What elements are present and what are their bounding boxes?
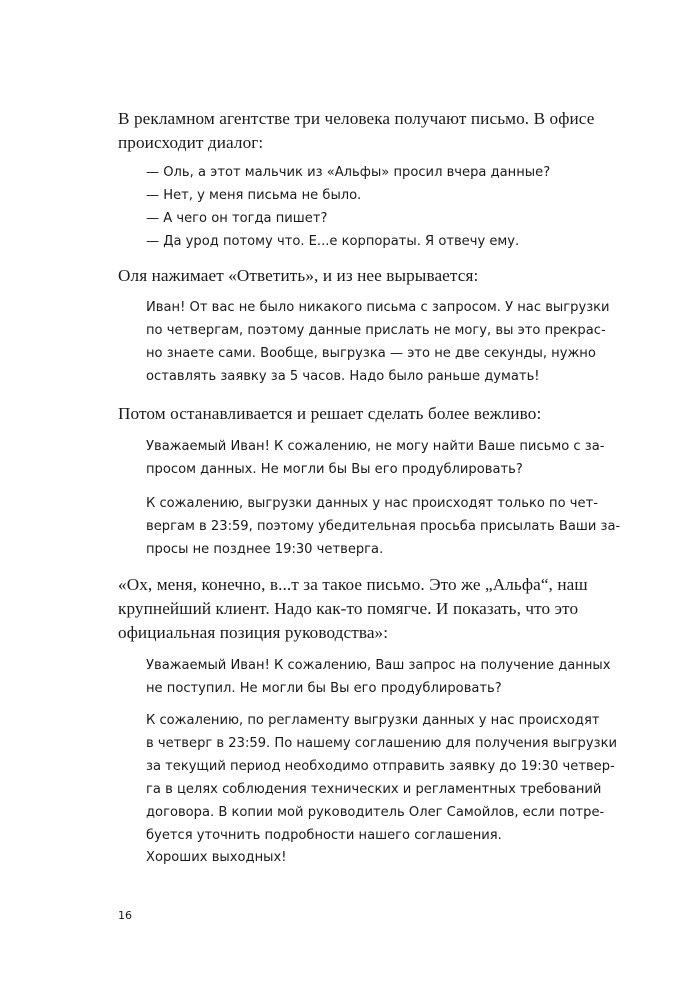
- text-line: крупнейший клиент. Надо как-то помягче. И показать, что это: [118, 599, 579, 618]
- thought-paragraph: [118, 573, 588, 645]
- text-line: «Ох, меня, конечно, в...т за такое письмо. Это же „Альфа“, наш: [118, 575, 588, 594]
- letter-line: К сожалению, по регламенту выгрузки данных у нас происходят: [146, 713, 600, 728]
- dialog-block: [146, 161, 550, 253]
- rude-letter: [146, 296, 610, 388]
- olya-reply-intro: [118, 264, 478, 288]
- letter-line: просом данных. Не могли бы Вы его продублировать?: [146, 462, 523, 477]
- letter-line: просы не позднее 19:30 четверга.: [146, 542, 384, 557]
- page-number: 16: [118, 909, 132, 922]
- text-line: В рекламном агентстве три человека получают письмо. В офисе: [118, 109, 595, 128]
- letter-line: по четвергам, поэтому данные прислать не могу, вы это прекрас-: [146, 323, 606, 338]
- dialog-line: — А чего он тогда пишет?: [146, 211, 328, 226]
- official-letter-paragraph-1: [146, 654, 611, 700]
- letter-line: за текущий период необходимо отправить заявку до 19:30 четвер-: [146, 759, 615, 774]
- letter-line: не поступил. Не могли бы Вы его продублировать?: [146, 681, 502, 696]
- text-line: Оля нажимает «Ответить», и из нее вырывается:: [118, 266, 479, 285]
- intro-paragraph: [118, 107, 594, 155]
- dialog-line: — Нет, у меня письма не было.: [146, 188, 362, 203]
- official-letter-paragraph-3: [146, 846, 286, 869]
- letter-line: вергам в 23:59, поэтому убедительная просьба присылать Ваши за-: [146, 519, 621, 534]
- text-line: происходит диалог:: [118, 133, 264, 152]
- letter-line: буется уточнить подробности нашего соглашения.: [146, 828, 502, 843]
- letter-line: но знаете сами. Вообще, выгрузка — это не две секунды, нужно: [146, 346, 596, 361]
- dialog-line: — Оль, а этот мальчик из «Альфы» просил вчера данные?: [146, 165, 551, 180]
- letter-line: Уважаемый Иван! К сожалению, Ваш запрос на получение данных: [146, 658, 611, 673]
- letter-line: Хороших выходных!: [146, 850, 287, 865]
- polite-intro: [118, 402, 541, 426]
- polite-letter-paragraph-1: [146, 435, 605, 481]
- official-letter-paragraph-2: [146, 709, 617, 847]
- letter-line: в четверг в 23:59. По нашему соглашению для получения выгрузки: [146, 736, 617, 751]
- polite-letter-paragraph-2: [146, 492, 620, 561]
- letter-line: договора. В копии мой руководитель Олег Самойлов, если потре-: [146, 805, 605, 820]
- text-line: Потом останавливается и решает сделать более вежливо:: [118, 404, 542, 423]
- letter-line: оставлять заявку за 5 часов. Надо было раньше думать!: [146, 369, 540, 384]
- text-line: официальная позиция руководства»:: [118, 623, 389, 642]
- letter-line: Иван! От вас не было никакого письма с запросом. У нас выгрузки: [146, 300, 610, 315]
- letter-line: Уважаемый Иван! К сожалению, не могу найти Ваше письмо с за-: [146, 439, 605, 454]
- letter-line: К сожалению, выгрузки данных у нас происходят только по чет-: [146, 496, 598, 511]
- letter-line: га в целях соблюдения технических и регламентных требований: [146, 782, 602, 797]
- dialog-line: — Да урод потому что. Е...е корпораты. Я отвечу ему.: [146, 234, 520, 249]
